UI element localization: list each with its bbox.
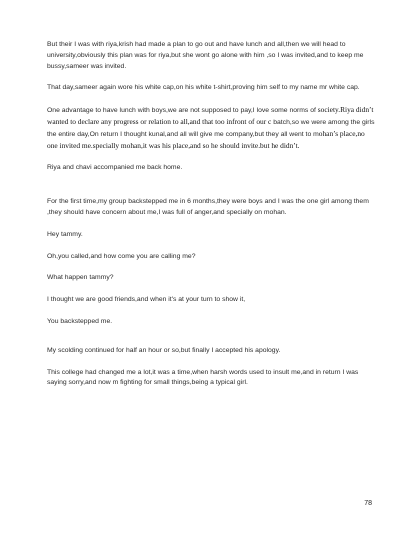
paragraph-text: One advantage to have lunch with boys,we are not supposed to pay,I love some norms of — [47, 107, 318, 115]
paragraph-text: Hey tammy. — [47, 230, 83, 238]
paragraph — [47, 317, 377, 328]
paragraph-text: My scolding continued for half an hour or so,but finally I accepted his apology. — [47, 346, 281, 354]
paragraph-text: That day,sameer again wore his white cap,on his white t-shirt,proving him self to my name mr white cap. — [47, 84, 360, 92]
paragraph — [47, 252, 377, 263]
paragraph — [47, 230, 377, 241]
paragraph-text: What happen tammy? — [47, 274, 114, 282]
paragraph — [47, 40, 377, 72]
paragraph-text: For the first time,my group backstepped me in 6 months,they were boys and I was the one girl among them ,they should have concern about me,I was full of anger,and specially on mohan. — [47, 198, 369, 216]
paragraph-text: batch,so we were among the girls the entire day,On return I thought kunal,and all will give me company,but they all went to m — [47, 118, 375, 138]
paragraph — [47, 368, 377, 390]
paragraph-text: You backstepped me. — [47, 317, 113, 325]
paragraph — [47, 105, 377, 152]
page-body — [47, 40, 377, 400]
paragraph-text: ohan’s place,no one invited me.specially mohan,it was his place,and so he should invite.but he didn’t. — [47, 128, 365, 150]
paragraph-text: Oh,you called,and how come you are calling me? — [47, 252, 196, 260]
paragraph — [47, 295, 377, 306]
paragraph-text: Riya and chavi accompanied me back home. — [47, 164, 183, 172]
paragraph — [47, 197, 377, 219]
paragraph-text: society.Riya didn’t wanted to declare any progress or relation to all,and that too infront of our c — [47, 105, 374, 126]
paragraph — [47, 83, 377, 94]
paragraph — [47, 346, 377, 357]
page-number: 78 — [364, 500, 372, 507]
paragraph — [47, 163, 377, 174]
paragraph-text: I thought we are good friends,and when it's at your turn to show it, — [47, 296, 246, 304]
paragraph — [47, 273, 377, 284]
paragraph-text: But their I was with riya,krish had made a plan to go out and have lunch and all,then we will head to university,obviously this plan was for riya,but she wont go alone with him ,so I was invited,and to keep me bussy,sameer was invited. — [47, 41, 364, 70]
paragraph-text: This college had changed me a lot,it was a time,when harsh words used to insult me,and in return I was saying sorry,and now m fighting for small things,being a typical girl. — [47, 368, 359, 387]
